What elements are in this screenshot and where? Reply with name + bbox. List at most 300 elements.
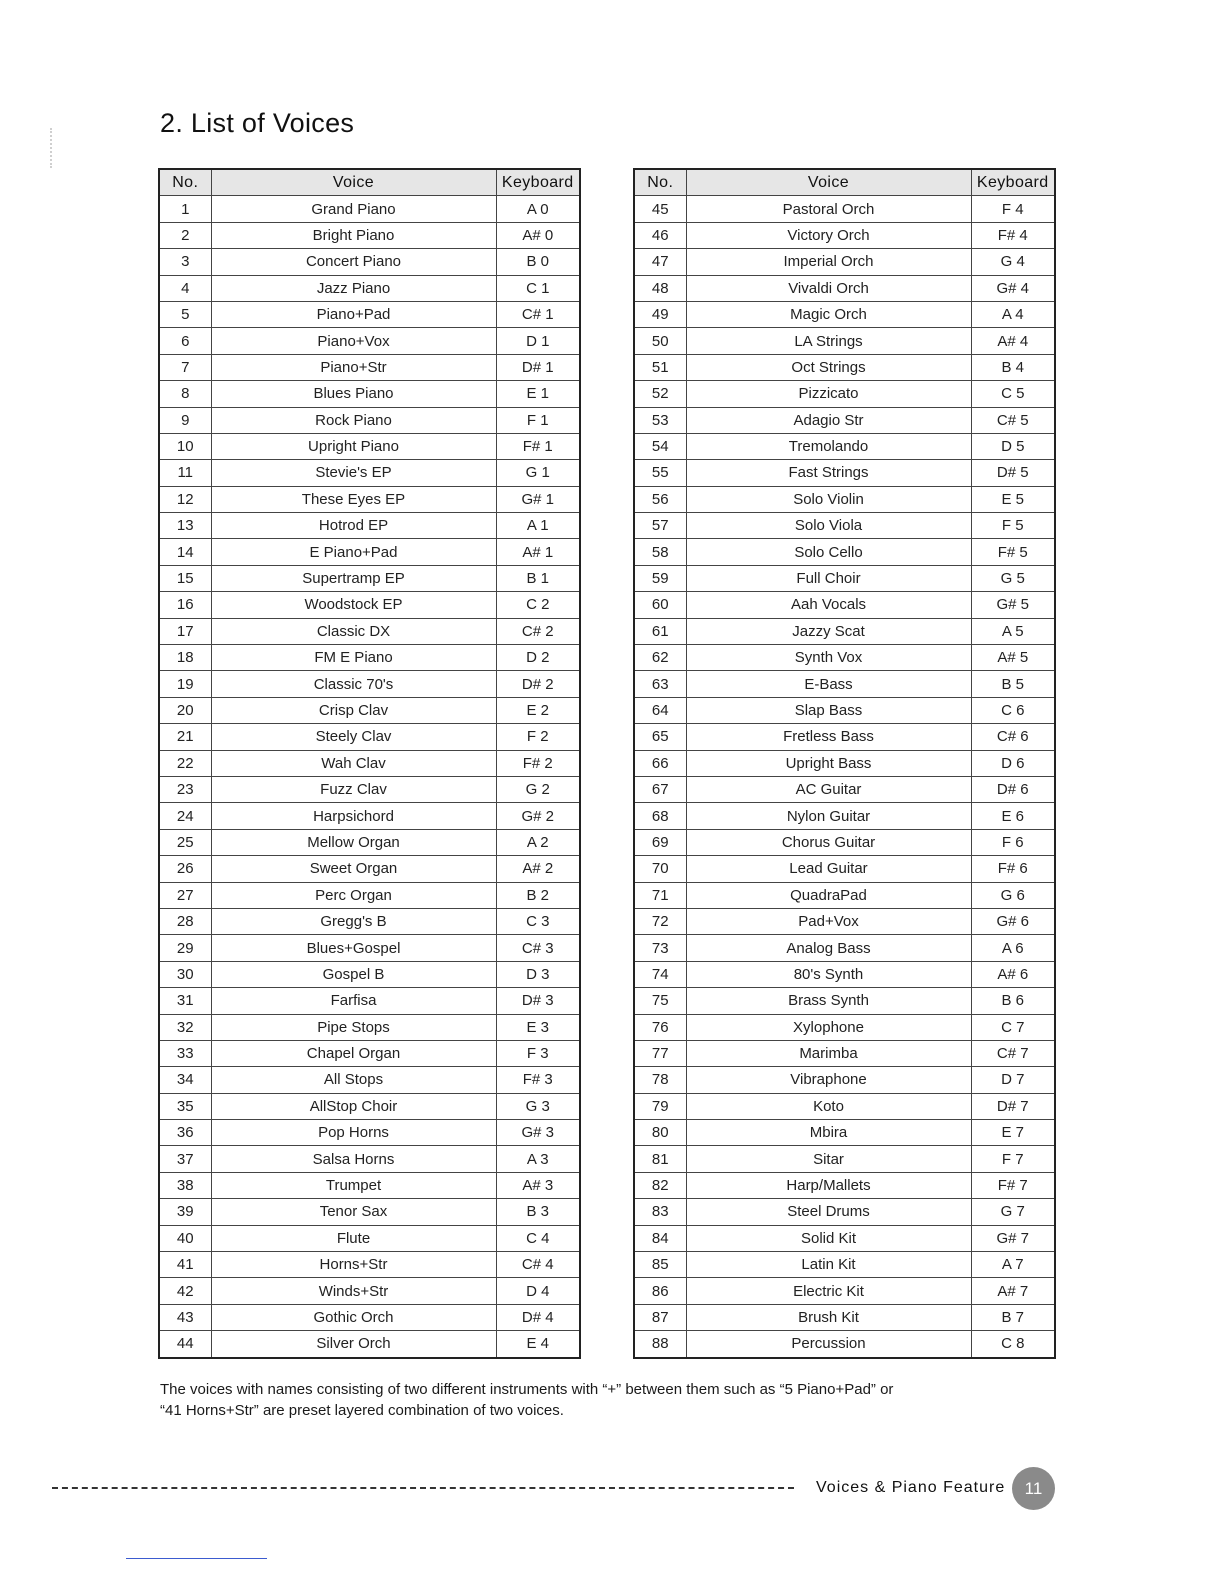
cell-no: 10 — [159, 433, 211, 459]
cell-no: 45 — [634, 196, 686, 222]
cell-no: 77 — [634, 1040, 686, 1066]
cell-no: 36 — [159, 1120, 211, 1146]
cell-no: 66 — [634, 750, 686, 776]
table-row — [634, 1172, 1055, 1198]
cell-no: 59 — [634, 565, 686, 591]
cell-keyboard: A# 3 — [496, 1172, 580, 1198]
table-row — [159, 328, 580, 354]
cell-no: 12 — [159, 486, 211, 512]
cell-voice: Wah Clav — [211, 750, 496, 776]
cell-voice: Trumpet — [211, 1172, 496, 1198]
table-row — [634, 460, 1055, 486]
cell-no: 73 — [634, 935, 686, 961]
cell-no: 1 — [159, 196, 211, 222]
cell-voice: Stevie's EP — [211, 460, 496, 486]
cell-no: 41 — [159, 1252, 211, 1278]
cell-keyboard: C 8 — [971, 1331, 1055, 1358]
cell-no: 8 — [159, 381, 211, 407]
cell-no: 30 — [159, 961, 211, 987]
cell-voice: Rock Piano — [211, 407, 496, 433]
note-line-2: “41 Horns+Str” are preset layered combination of two voices. — [160, 1402, 564, 1419]
cell-voice: Mellow Organ — [211, 829, 496, 855]
cell-voice: Lead Guitar — [686, 856, 971, 882]
page-number-badge: 11 — [1012, 1467, 1055, 1510]
cell-no: 31 — [159, 988, 211, 1014]
cell-voice: Tremolando — [686, 433, 971, 459]
cell-voice: Bright Piano — [211, 222, 496, 248]
cell-keyboard: B 1 — [496, 565, 580, 591]
cell-no: 68 — [634, 803, 686, 829]
cell-voice: Brush Kit — [686, 1304, 971, 1330]
table-row — [159, 354, 580, 380]
cell-no: 4 — [159, 275, 211, 301]
cell-keyboard: G# 7 — [971, 1225, 1055, 1251]
cell-keyboard: A# 0 — [496, 222, 580, 248]
table-row — [634, 645, 1055, 671]
table-row — [634, 407, 1055, 433]
footer-dashed-rule — [52, 1487, 794, 1489]
cell-no: 23 — [159, 776, 211, 802]
table-row — [159, 539, 580, 565]
table-row — [634, 829, 1055, 855]
cell-no: 35 — [159, 1093, 211, 1119]
table-row — [159, 671, 580, 697]
cell-voice: AllStop Choir — [211, 1093, 496, 1119]
table-row — [159, 697, 580, 723]
cell-voice: Pop Horns — [211, 1120, 496, 1146]
footer-section-label: Voices & Piano Feature — [816, 1479, 1006, 1496]
cell-no: 78 — [634, 1067, 686, 1093]
cell-voice: Chapel Organ — [211, 1040, 496, 1066]
cell-keyboard: G 6 — [971, 882, 1055, 908]
cell-voice: Steel Drums — [686, 1199, 971, 1225]
cell-no: 64 — [634, 697, 686, 723]
cell-voice: Piano+Pad — [211, 301, 496, 327]
voice-table-right — [633, 168, 1056, 1359]
cell-voice: Blues Piano — [211, 381, 496, 407]
cell-no: 22 — [159, 750, 211, 776]
cell-voice: Gospel B — [211, 961, 496, 987]
cell-voice: All Stops — [211, 1067, 496, 1093]
table-row — [634, 697, 1055, 723]
cell-keyboard: F# 7 — [971, 1172, 1055, 1198]
table-header-row — [634, 169, 1055, 196]
cell-keyboard: D# 5 — [971, 460, 1055, 486]
cell-voice: Solo Viola — [686, 513, 971, 539]
cell-keyboard: G 7 — [971, 1199, 1055, 1225]
cell-voice: Classic DX — [211, 618, 496, 644]
cell-keyboard: C 1 — [496, 275, 580, 301]
cell-no: 76 — [634, 1014, 686, 1040]
cell-no: 32 — [159, 1014, 211, 1040]
table-row — [159, 565, 580, 591]
cell-no: 61 — [634, 618, 686, 644]
cell-no: 2 — [159, 222, 211, 248]
cell-keyboard: F 1 — [496, 407, 580, 433]
cell-voice: Mbira — [686, 1120, 971, 1146]
cell-voice: Grand Piano — [211, 196, 496, 222]
cell-no: 53 — [634, 407, 686, 433]
cell-voice: Analog Bass — [686, 935, 971, 961]
cell-voice: Classic 70's — [211, 671, 496, 697]
table-row — [159, 1225, 580, 1251]
cell-voice: Harp/Mallets — [686, 1172, 971, 1198]
header-no: No. — [159, 169, 211, 196]
table-row — [159, 301, 580, 327]
cell-no: 50 — [634, 328, 686, 354]
cell-voice: Sitar — [686, 1146, 971, 1172]
cell-no: 29 — [159, 935, 211, 961]
cell-keyboard: G 5 — [971, 565, 1055, 591]
cell-voice: E-Bass — [686, 671, 971, 697]
table-row — [634, 1040, 1055, 1066]
cell-no: 17 — [159, 618, 211, 644]
cell-voice: Hotrod EP — [211, 513, 496, 539]
cell-keyboard: D 2 — [496, 645, 580, 671]
table-row — [159, 222, 580, 248]
cell-no: 81 — [634, 1146, 686, 1172]
cell-no: 48 — [634, 275, 686, 301]
cell-no: 54 — [634, 433, 686, 459]
table-row — [634, 1093, 1055, 1119]
cell-no: 27 — [159, 882, 211, 908]
table-row — [159, 1120, 580, 1146]
cell-keyboard: F# 3 — [496, 1067, 580, 1093]
table-row — [634, 381, 1055, 407]
cell-keyboard: F# 5 — [971, 539, 1055, 565]
table-row — [634, 592, 1055, 618]
cell-keyboard: B 5 — [971, 671, 1055, 697]
table-row — [634, 724, 1055, 750]
cell-voice: Jazz Piano — [211, 275, 496, 301]
table-row — [634, 354, 1055, 380]
header-keyboard: Keyboard — [971, 169, 1055, 196]
table-row — [634, 776, 1055, 802]
cell-no: 86 — [634, 1278, 686, 1304]
cell-voice: LA Strings — [686, 328, 971, 354]
table-row — [159, 249, 580, 275]
cell-no: 49 — [634, 301, 686, 327]
cell-no: 14 — [159, 539, 211, 565]
cell-voice: 80's Synth — [686, 961, 971, 987]
cell-keyboard: A# 6 — [971, 961, 1055, 987]
cell-keyboard: C 5 — [971, 381, 1055, 407]
cell-no: 63 — [634, 671, 686, 697]
cell-keyboard: C 6 — [971, 697, 1055, 723]
cell-voice: Flute — [211, 1225, 496, 1251]
cell-no: 37 — [159, 1146, 211, 1172]
cell-voice: Gothic Orch — [211, 1304, 496, 1330]
cell-voice: Percussion — [686, 1331, 971, 1358]
table-row — [634, 856, 1055, 882]
cell-keyboard: F 4 — [971, 196, 1055, 222]
cell-voice: Koto — [686, 1093, 971, 1119]
cell-no: 26 — [159, 856, 211, 882]
cell-voice: Fast Strings — [686, 460, 971, 486]
cell-no: 82 — [634, 1172, 686, 1198]
cell-keyboard: A 0 — [496, 196, 580, 222]
table-row — [159, 1172, 580, 1198]
bottom-underline-mark — [126, 1558, 267, 1559]
cell-keyboard: B 2 — [496, 882, 580, 908]
cell-keyboard: D# 6 — [971, 776, 1055, 802]
cell-voice: QuadraPad — [686, 882, 971, 908]
table-row — [634, 433, 1055, 459]
cell-voice: Victory Orch — [686, 222, 971, 248]
cell-keyboard: C# 1 — [496, 301, 580, 327]
table-row — [634, 1067, 1055, 1093]
table-row — [634, 1252, 1055, 1278]
cell-no: 46 — [634, 222, 686, 248]
cell-keyboard: F# 2 — [496, 750, 580, 776]
cell-voice: Imperial Orch — [686, 249, 971, 275]
cell-voice: Harpsichord — [211, 803, 496, 829]
cell-keyboard: D# 1 — [496, 354, 580, 380]
cell-keyboard: C# 7 — [971, 1040, 1055, 1066]
table-row — [159, 513, 580, 539]
cell-voice: Pad+Vox — [686, 908, 971, 934]
cell-voice: Silver Orch — [211, 1331, 496, 1358]
cell-keyboard: D# 3 — [496, 988, 580, 1014]
cell-voice: Piano+Str — [211, 354, 496, 380]
cell-keyboard: D# 4 — [496, 1304, 580, 1330]
table-row — [159, 988, 580, 1014]
table-row — [159, 829, 580, 855]
cell-keyboard: A 3 — [496, 1146, 580, 1172]
cell-voice: Adagio Str — [686, 407, 971, 433]
table-row — [634, 301, 1055, 327]
cell-no: 58 — [634, 539, 686, 565]
cell-voice: Solo Violin — [686, 486, 971, 512]
cell-keyboard: A 6 — [971, 935, 1055, 961]
cell-voice: Vivaldi Orch — [686, 275, 971, 301]
cell-voice: Woodstock EP — [211, 592, 496, 618]
note-line-1: The voices with names consisting of two different instruments with “+” between them such as “5 Piano+Pad” or — [160, 1381, 894, 1398]
cell-voice: Pizzicato — [686, 381, 971, 407]
cell-keyboard: C 7 — [971, 1014, 1055, 1040]
cell-keyboard: C 4 — [496, 1225, 580, 1251]
cell-voice: Magic Orch — [686, 301, 971, 327]
cell-no: 7 — [159, 354, 211, 380]
table-row — [159, 776, 580, 802]
table-row — [159, 275, 580, 301]
cell-keyboard: C 2 — [496, 592, 580, 618]
table-row — [159, 592, 580, 618]
cell-voice: FM E Piano — [211, 645, 496, 671]
cell-voice: Full Choir — [686, 565, 971, 591]
cell-voice: E Piano+Pad — [211, 539, 496, 565]
table-row — [634, 539, 1055, 565]
cell-no: 20 — [159, 697, 211, 723]
table-row — [159, 1278, 580, 1304]
cell-voice: Blues+Gospel — [211, 935, 496, 961]
cell-voice: Farfisa — [211, 988, 496, 1014]
table-row — [634, 618, 1055, 644]
table-row — [159, 750, 580, 776]
table-row — [159, 1093, 580, 1119]
cell-no: 6 — [159, 328, 211, 354]
cell-keyboard: E 6 — [971, 803, 1055, 829]
cell-no: 85 — [634, 1252, 686, 1278]
table-row — [634, 882, 1055, 908]
cell-no: 83 — [634, 1199, 686, 1225]
cell-voice: Electric Kit — [686, 1278, 971, 1304]
table-row — [159, 961, 580, 987]
table-row — [159, 724, 580, 750]
cell-no: 70 — [634, 856, 686, 882]
table-row — [634, 803, 1055, 829]
cell-voice: Vibraphone — [686, 1067, 971, 1093]
cell-keyboard: C 3 — [496, 908, 580, 934]
cell-voice: Slap Bass — [686, 697, 971, 723]
table-row — [159, 381, 580, 407]
cell-keyboard: D 1 — [496, 328, 580, 354]
cell-voice: Chorus Guitar — [686, 829, 971, 855]
cell-keyboard: G# 3 — [496, 1120, 580, 1146]
cell-voice: Concert Piano — [211, 249, 496, 275]
table-row — [634, 988, 1055, 1014]
cell-no: 40 — [159, 1225, 211, 1251]
cell-voice: Aah Vocals — [686, 592, 971, 618]
cell-no: 60 — [634, 592, 686, 618]
cell-voice: Oct Strings — [686, 354, 971, 380]
table-row — [634, 1331, 1055, 1358]
table-row — [634, 275, 1055, 301]
cell-keyboard: A 2 — [496, 829, 580, 855]
table-row — [159, 803, 580, 829]
cell-voice: Latin Kit — [686, 1252, 971, 1278]
cell-keyboard: D# 2 — [496, 671, 580, 697]
table-row — [634, 222, 1055, 248]
cell-no: 25 — [159, 829, 211, 855]
cell-no: 65 — [634, 724, 686, 750]
cell-no: 18 — [159, 645, 211, 671]
cell-keyboard: E 5 — [971, 486, 1055, 512]
table-row — [634, 1199, 1055, 1225]
cell-no: 75 — [634, 988, 686, 1014]
cell-voice: Xylophone — [686, 1014, 971, 1040]
cell-no: 39 — [159, 1199, 211, 1225]
cell-keyboard: F# 1 — [496, 433, 580, 459]
cell-voice: Gregg's B — [211, 908, 496, 934]
cell-no: 33 — [159, 1040, 211, 1066]
cell-keyboard: G# 5 — [971, 592, 1055, 618]
cell-no: 56 — [634, 486, 686, 512]
cell-voice: These Eyes EP — [211, 486, 496, 512]
cell-keyboard: C# 5 — [971, 407, 1055, 433]
cell-keyboard: D 6 — [971, 750, 1055, 776]
page-title: 2. List of Voices — [160, 108, 355, 138]
cell-no: 72 — [634, 908, 686, 934]
header-keyboard: Keyboard — [496, 169, 580, 196]
cell-no: 62 — [634, 645, 686, 671]
table-row — [634, 1278, 1055, 1304]
cell-no: 71 — [634, 882, 686, 908]
cell-keyboard: F 2 — [496, 724, 580, 750]
voice-table-left — [158, 168, 581, 1359]
table-row — [634, 935, 1055, 961]
table-row — [159, 1146, 580, 1172]
cell-voice: Upright Piano — [211, 433, 496, 459]
cell-voice: Fretless Bass — [686, 724, 971, 750]
cell-no: 84 — [634, 1225, 686, 1251]
table-row — [159, 1331, 580, 1358]
cell-voice: Pipe Stops — [211, 1014, 496, 1040]
table-row — [159, 618, 580, 644]
cell-no: 80 — [634, 1120, 686, 1146]
cell-keyboard: G# 6 — [971, 908, 1055, 934]
table-row — [159, 935, 580, 961]
cell-keyboard: G 1 — [496, 460, 580, 486]
table-row — [634, 908, 1055, 934]
cell-keyboard: E 4 — [496, 1331, 580, 1358]
table-row — [634, 1120, 1055, 1146]
table-row — [634, 750, 1055, 776]
cell-keyboard: E 1 — [496, 381, 580, 407]
table-row — [634, 1146, 1055, 1172]
cell-no: 52 — [634, 381, 686, 407]
cell-no: 34 — [159, 1067, 211, 1093]
cell-voice: Salsa Horns — [211, 1146, 496, 1172]
cell-no: 43 — [159, 1304, 211, 1330]
table-row — [159, 1067, 580, 1093]
cell-no: 19 — [159, 671, 211, 697]
cell-keyboard: D 7 — [971, 1067, 1055, 1093]
cell-voice: Perc Organ — [211, 882, 496, 908]
table-row — [634, 565, 1055, 591]
cell-keyboard: E 2 — [496, 697, 580, 723]
table-row — [159, 433, 580, 459]
cell-keyboard: C# 6 — [971, 724, 1055, 750]
cell-no: 88 — [634, 1331, 686, 1358]
table-header-row — [159, 169, 580, 196]
cell-keyboard: A 1 — [496, 513, 580, 539]
cell-keyboard: A# 4 — [971, 328, 1055, 354]
cell-keyboard: B 0 — [496, 249, 580, 275]
cell-voice: Synth Vox — [686, 645, 971, 671]
cell-voice: Tenor Sax — [211, 1199, 496, 1225]
table-row — [159, 1014, 580, 1040]
cell-no: 67 — [634, 776, 686, 802]
cell-voice: Supertramp EP — [211, 565, 496, 591]
header-voice: Voice — [211, 169, 496, 196]
cell-voice: Brass Synth — [686, 988, 971, 1014]
cell-no: 15 — [159, 565, 211, 591]
cell-no: 11 — [159, 460, 211, 486]
cell-no: 5 — [159, 301, 211, 327]
cell-no: 44 — [159, 1331, 211, 1358]
cell-voice: Piano+Vox — [211, 328, 496, 354]
cell-keyboard: D 5 — [971, 433, 1055, 459]
cell-no: 42 — [159, 1278, 211, 1304]
cell-keyboard: B 4 — [971, 354, 1055, 380]
header-voice: Voice — [686, 169, 971, 196]
cell-keyboard: A# 5 — [971, 645, 1055, 671]
cell-no: 9 — [159, 407, 211, 433]
cell-no: 28 — [159, 908, 211, 934]
cell-keyboard: F 7 — [971, 1146, 1055, 1172]
cell-keyboard: E 3 — [496, 1014, 580, 1040]
cell-keyboard: D 4 — [496, 1278, 580, 1304]
table-row — [634, 1014, 1055, 1040]
cell-voice: Horns+Str — [211, 1252, 496, 1278]
table-row — [634, 671, 1055, 697]
cell-keyboard: D# 7 — [971, 1093, 1055, 1119]
cell-voice: Fuzz Clav — [211, 776, 496, 802]
header-no: No. — [634, 169, 686, 196]
table-row — [634, 196, 1055, 222]
cell-voice: Solo Cello — [686, 539, 971, 565]
